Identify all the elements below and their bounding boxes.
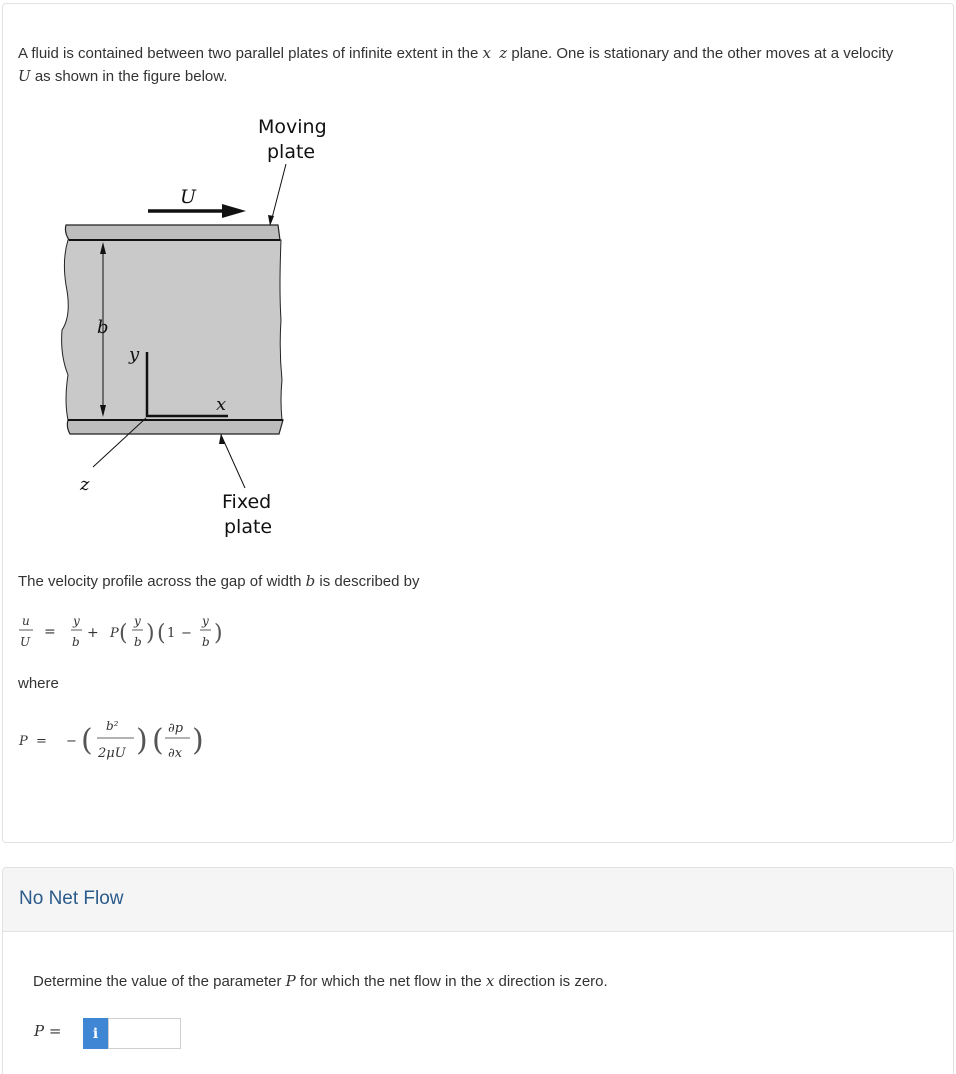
info-icon[interactable]: i bbox=[83, 1018, 108, 1049]
svg-text:1: 1 bbox=[167, 626, 176, 641]
velocity-arrowhead bbox=[222, 204, 246, 218]
parameter-definition-equation bbox=[14, 712, 224, 772]
svg-text:=: = bbox=[44, 624, 56, 640]
svg-text:y: y bbox=[73, 614, 80, 628]
svg-text:∂x: ∂x bbox=[168, 746, 183, 761]
z-axis-label: z bbox=[80, 474, 90, 495]
question-text-1: Determine the value of the parameter bbox=[33, 973, 286, 990]
problem-intro bbox=[18, 42, 948, 88]
moving-leader bbox=[271, 164, 286, 222]
svg-text:+: + bbox=[87, 625, 99, 641]
svg-text:U: U bbox=[20, 635, 31, 649]
moving-plate bbox=[65, 225, 280, 240]
svg-text:(: ( bbox=[81, 723, 93, 758]
moving-label-1: Moving bbox=[258, 116, 327, 138]
velocity-label: U bbox=[180, 186, 197, 208]
moving-label-2: plate bbox=[267, 141, 316, 163]
svg-text:P: P bbox=[110, 626, 119, 641]
part-question bbox=[33, 972, 608, 990]
fixed-label-2: plate bbox=[224, 516, 273, 538]
x-axis-label: x bbox=[216, 394, 227, 415]
svg-text:(: ( bbox=[152, 723, 164, 758]
svg-text:=: = bbox=[36, 734, 47, 749]
question-x: x bbox=[485, 972, 495, 990]
svg-text:(: ( bbox=[119, 621, 128, 646]
fluid-region bbox=[62, 240, 282, 420]
desc-b: b bbox=[305, 572, 316, 590]
answer-label: P = bbox=[34, 1022, 62, 1040]
where-text: where bbox=[18, 675, 59, 692]
svg-text:P: P bbox=[19, 734, 28, 749]
intro-text-2: plane. One is stationary and the other moves at a velocity bbox=[507, 45, 894, 62]
part-header[interactable] bbox=[2, 867, 954, 932]
question-P: P bbox=[285, 972, 296, 990]
profile-description bbox=[18, 572, 419, 590]
fixed-leader bbox=[222, 437, 245, 488]
intro-text-1: A fluid is contained between two parallel plates of infinite extent in the bbox=[18, 45, 483, 62]
svg-text:u: u bbox=[22, 614, 30, 628]
desc-text-2: is described by bbox=[315, 573, 420, 590]
plates-diagram bbox=[0, 100, 360, 550]
part-body bbox=[2, 931, 954, 1074]
svg-text:−: − bbox=[181, 626, 192, 641]
svg-text:b: b bbox=[202, 635, 210, 649]
fixed-label-1: Fixed bbox=[222, 491, 272, 513]
y-axis-label: y bbox=[129, 344, 140, 365]
question-text-2: for which the net flow in the bbox=[295, 973, 486, 990]
svg-text:y: y bbox=[202, 614, 209, 628]
question-text-3: direction is zero. bbox=[494, 973, 608, 990]
svg-text:y: y bbox=[134, 614, 141, 628]
svg-text:): ) bbox=[146, 621, 155, 646]
svg-text:): ) bbox=[214, 621, 223, 646]
svg-text:b: b bbox=[72, 635, 80, 649]
intro-x: x bbox=[482, 44, 491, 62]
svg-text:(: ( bbox=[157, 621, 166, 646]
svg-text:): ) bbox=[192, 723, 204, 758]
svg-text:2μU: 2μU bbox=[98, 746, 126, 761]
svg-text:∂p: ∂p bbox=[168, 721, 184, 736]
intro-U: U bbox=[18, 67, 31, 85]
svg-text:b: b bbox=[134, 635, 142, 649]
desc-text-1: The velocity profile across the gap of width bbox=[18, 573, 306, 590]
velocity-profile-equation bbox=[14, 608, 244, 658]
gap-label: b bbox=[97, 317, 109, 338]
intro-z: z bbox=[499, 44, 508, 62]
answer-input[interactable] bbox=[108, 1018, 181, 1049]
svg-text:): ) bbox=[136, 723, 148, 758]
svg-text:−: − bbox=[66, 734, 77, 749]
fixed-plate bbox=[67, 420, 283, 434]
part-title[interactable]: No Net Flow bbox=[19, 888, 124, 909]
intro-text-3: as shown in the figure below. bbox=[30, 68, 228, 85]
svg-text:b²: b² bbox=[106, 719, 119, 733]
